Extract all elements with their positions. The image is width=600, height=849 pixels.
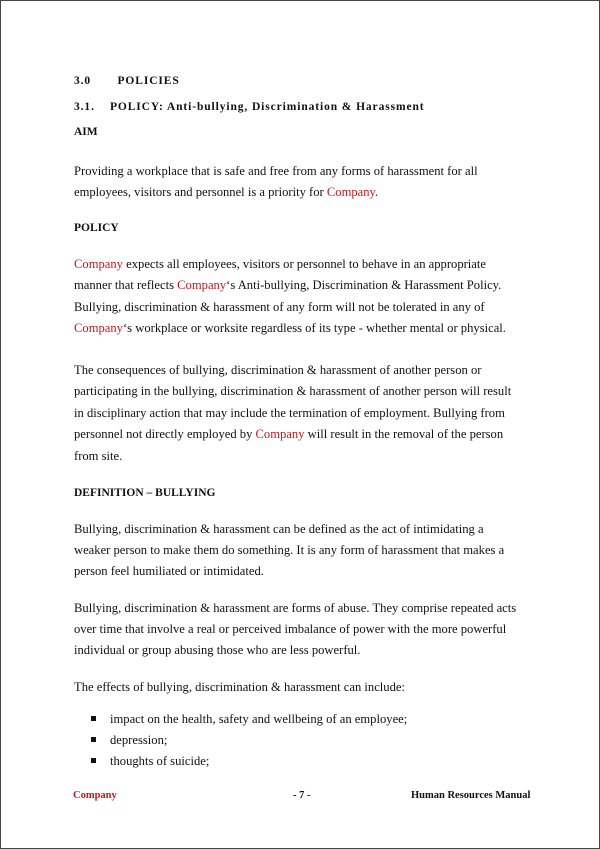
heading	[74, 220, 119, 236]
text-run: in disciplinary action that may include the termination of employment. Bullying from	[74, 406, 505, 420]
text-line	[74, 426, 503, 442]
text-run: ‘s workplace or worksite regardless of its type - whether mental or physical.	[122, 321, 506, 335]
text-run: manner that reflects	[74, 278, 178, 292]
heading	[74, 99, 424, 115]
heading	[74, 124, 98, 140]
bullet-icon	[91, 716, 96, 721]
text-run: impact on the health, safety and wellbeing of an employee;	[110, 712, 408, 726]
text-line	[74, 163, 478, 179]
text-line	[74, 542, 504, 558]
text-line	[74, 320, 506, 336]
text-run: 3.0 POLICIES	[74, 75, 180, 87]
text-run: Bullying, discrimination & harassment of any form will not be tolerated in any of	[74, 300, 485, 314]
text-line	[74, 184, 378, 200]
company-name: Company	[326, 185, 376, 199]
bullet-icon	[91, 758, 96, 763]
text-line	[74, 299, 485, 315]
text-run: depression;	[110, 733, 168, 747]
company-name: Company	[177, 278, 227, 292]
text-run: participating in the bullying, discrimination & harassment of another person will result	[74, 384, 512, 398]
text-run: thoughts of suicide;	[110, 754, 210, 768]
text-run: Bullying, discrimination & harassment are forms of abuse. They comprise repeated acts	[74, 601, 517, 615]
text-line	[74, 383, 511, 399]
text-line	[74, 521, 484, 537]
company-name: Company	[74, 321, 123, 335]
list-item	[110, 732, 167, 748]
text-run: 3.1. POLICY: Anti-bullying, Discrimination & Harassment	[74, 101, 425, 113]
text-run: person feel humiliated or intimidated.	[74, 564, 264, 578]
text-line	[74, 679, 405, 695]
text-line	[74, 448, 122, 464]
text-run: Bullying, discrimination & harassment can be defined as the act of intimidating a	[74, 522, 484, 536]
text-run: expects all employees, visitors or personnel to behave in an appropriate	[122, 257, 486, 271]
list-item	[110, 711, 407, 727]
heading	[74, 73, 180, 89]
text-line	[74, 405, 505, 421]
bullet-icon	[91, 737, 96, 742]
company-name: Company	[74, 257, 123, 271]
text-line	[74, 362, 481, 378]
text-run: weaker person to make them do something. It is any form of harassment that makes a	[74, 543, 505, 557]
text-run: will result in the removal of the person	[304, 427, 504, 441]
text-run: ‘s Anti-bullying, Discrimination & Harassment Policy.	[226, 278, 502, 292]
text-run: POLICY	[74, 222, 119, 234]
list-item	[110, 753, 209, 769]
footer-page-number: - 7 -	[293, 790, 311, 801]
text-run: The consequences of bullying, discrimination & harassment of another person or	[74, 363, 482, 377]
text-run: .	[375, 185, 379, 199]
text-line	[74, 256, 486, 272]
text-run: over time that involve a real or perceived imbalance of power with the more powerful	[74, 622, 507, 636]
text-run: from site.	[74, 449, 123, 463]
text-run: AIM	[74, 126, 98, 138]
footer-title: Human Resources Manual	[411, 790, 531, 801]
footer-company: Company	[73, 790, 117, 801]
heading	[74, 485, 215, 501]
text-line	[74, 563, 264, 579]
text-run: personnel not directly employed by	[74, 427, 256, 441]
text-line	[74, 277, 501, 293]
text-run: employees, visitors and personnel is a priority for	[74, 185, 327, 199]
text-line	[74, 600, 516, 616]
text-line	[74, 621, 506, 637]
text-line	[74, 642, 360, 658]
text-run: The effects of bullying, discrimination & harassment can include:	[74, 680, 405, 694]
company-name: Company	[255, 427, 305, 441]
text-run: DEFINITION – BULLYING	[74, 487, 216, 499]
text-run: Providing a workplace that is safe and free from any forms of harassment for all	[74, 164, 478, 178]
text-run: individual or group abusing those who are less powerful.	[74, 643, 361, 657]
